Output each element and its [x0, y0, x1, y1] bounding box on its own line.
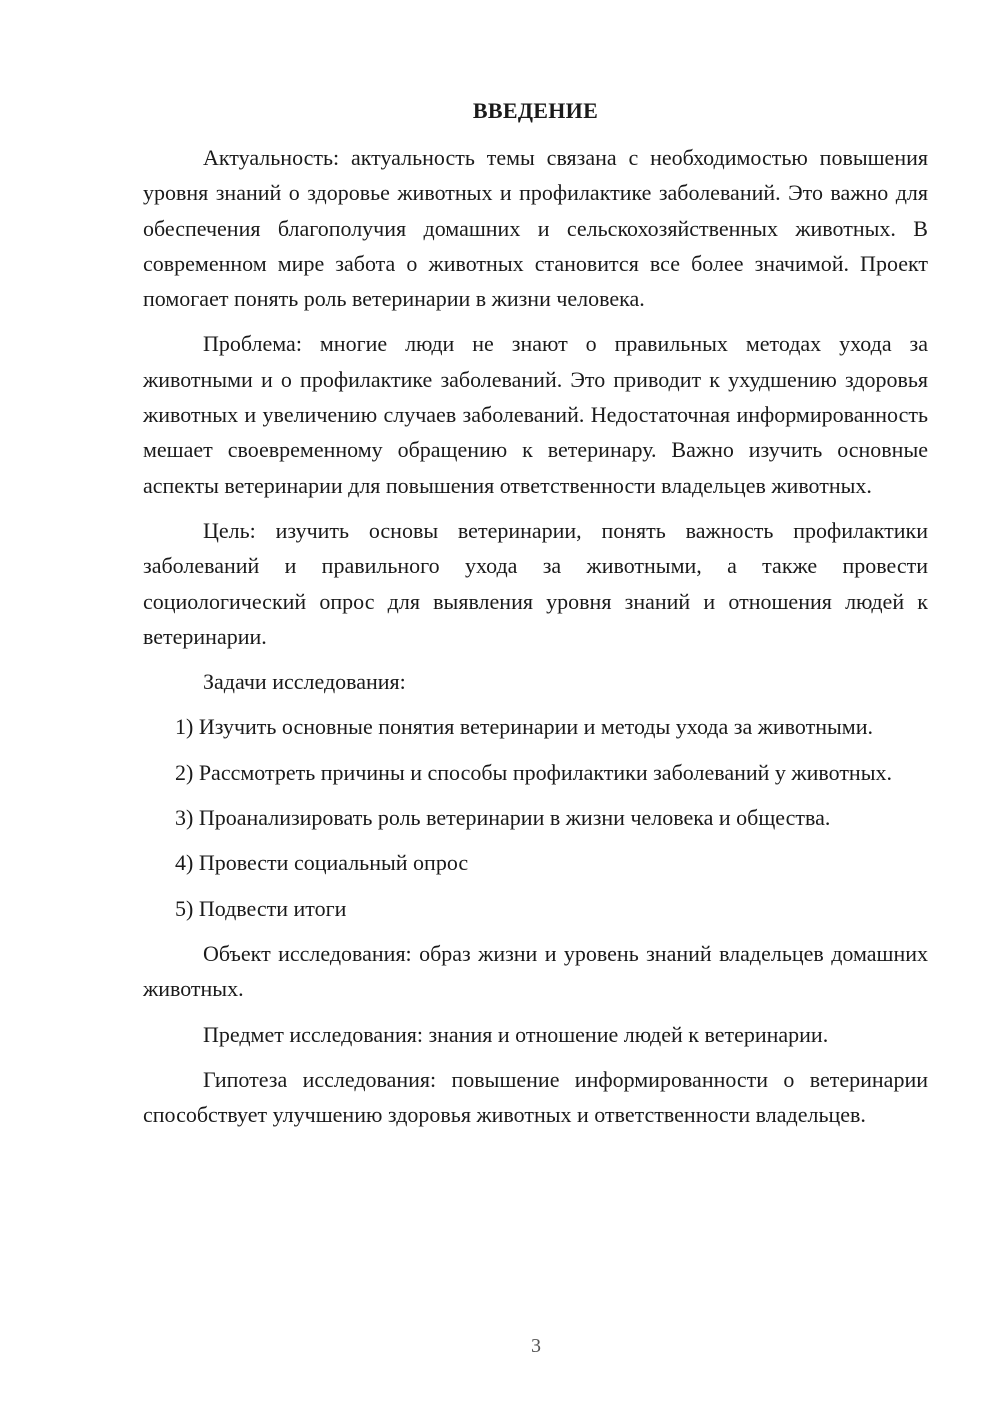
paragraph-goal: Цель: изучить основы ветеринарии, понять важность профилактики заболеваний и правильного ухода за животными, а также провести социологический опрос для выявления уровня знаний и отношения людей к ветеринарии. [143, 517, 928, 649]
task-item-3: 3) Проанализировать роль ветеринарии в жизни человека и общества. [175, 805, 831, 831]
paragraph-hypothesis: Гипотеза исследования: повышение информированности о ветеринарии способствует улучшению здоровья животных и ответственности владельцев. [143, 1066, 928, 1128]
tasks-heading: Задачи исследования: [203, 669, 406, 695]
page-content [143, 95, 928, 1142]
task-item-2: 2) Рассмотреть причины и способы профилактики заболеваний у животных. [175, 759, 892, 785]
task-item-4: 4) Провести социальный опрос [175, 850, 469, 876]
paragraph-problem: Проблема: многие люди не знают о правильных методах ухода за животными и о профилактике заболеваний. Это приводит к ухудшению здоровья животных и увеличению случаев заболеваний. Недостаточная информированность мешает своевременному обращению к ветеринару. Важно изучить основные аспекты ветеринарии для повышения ответственности владельцев животных. [143, 331, 928, 498]
paragraph-object: Объект исследования: образ жизни и уровень знаний владельцев домашних животных. [143, 940, 928, 1002]
task-item-1: 1) Изучить основные понятия ветеринарии и методы ухода за животными. [175, 714, 874, 740]
paragraph-relevance: Актуальность: актуальность темы связана с необходимостью повышения уровня знаний о здоровье животных и профилактике заболеваний. Это важно для обеспечения благополучия домашних и сельскохозяйственных животных. В современном мире забота о животных становится все более значимой. Проект помогает понять роль ветеринарии в жизни человека. [143, 145, 928, 312]
paragraph-subject: Предмет исследования: знания и отношение людей к ветеринарии. [203, 1021, 829, 1047]
page-number: 3 [531, 1335, 541, 1357]
page-title: ВВЕДЕНИЕ [472, 98, 599, 123]
task-item-5: 5) Подвести итоги [175, 895, 347, 921]
